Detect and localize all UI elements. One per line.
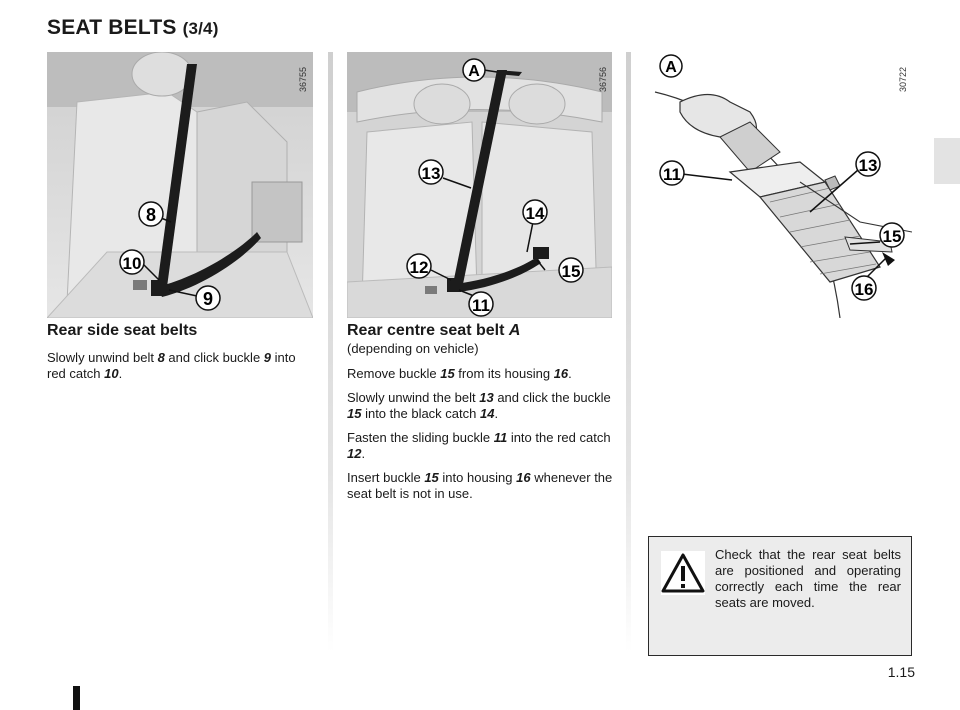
column-divider-2 [626, 52, 631, 652]
callout-11: 11 [663, 165, 681, 184]
callout-11: 11 [472, 296, 490, 315]
callout-a: A [665, 59, 677, 76]
figure-rear-side-belt [47, 52, 313, 318]
section-subtitle: (depending on vehicle) [347, 341, 479, 356]
callout-15: 15 [882, 227, 902, 246]
instruction-step-3: Fasten the sliding buckle 11 into the red catch 12. [347, 430, 611, 461]
fig2-callouts [347, 52, 612, 318]
fig1-callouts [47, 52, 313, 318]
callout-14: 14 [525, 204, 545, 223]
callout-a: A [468, 63, 480, 80]
callout-8: 8 [145, 205, 157, 225]
figure-ref-number: 36755 [298, 66, 308, 92]
callout-12: 12 [409, 258, 429, 277]
figure-ref-number: 30722 [898, 66, 908, 92]
instruction-step-1: Remove buckle 15 from its housing 16. [347, 366, 572, 381]
callout-10: 10 [122, 254, 142, 273]
fig3-callouts [650, 52, 912, 318]
page-corner-mark [73, 686, 80, 710]
callout-16: 16 [854, 280, 874, 299]
figure-buckle-detail [650, 52, 912, 318]
column-divider-1 [328, 52, 333, 652]
warning-text: Check that the rear seat belts are positioned and operating correctly each time the rear seats are moved. [715, 547, 901, 610]
callout-9: 9 [202, 289, 214, 309]
section-heading-rear-side: Rear side seat belts [47, 322, 198, 339]
figure-rear-centre-belt [347, 52, 612, 318]
figure-ref-number: 36756 [598, 66, 608, 92]
warning-icon [661, 551, 705, 595]
title-text: SEAT BELTS [47, 16, 177, 39]
chapter-tab [934, 138, 960, 184]
title-part: (3/4) [182, 19, 219, 38]
callout-15: 15 [561, 262, 581, 281]
rear-side-instructions: Slowly unwind belt 8 and click buckle 9 into red catch 10. [47, 350, 296, 381]
section-heading-rear-centre: Rear centre seat belt A [347, 322, 521, 339]
heading-ref-a: A [508, 322, 521, 339]
callout-13: 13 [421, 164, 441, 183]
instruction-step-4: Insert buckle 15 into housing 16 whenever the seat belt is not in use. [347, 470, 613, 501]
page-title [47, 16, 219, 40]
page-number: 1.15 [887, 664, 915, 680]
instruction-step-2: Slowly unwind the belt 13 and click the buckle 15 into the black catch 14. [347, 390, 611, 421]
callout-13: 13 [858, 156, 878, 175]
warning-box [648, 536, 912, 656]
